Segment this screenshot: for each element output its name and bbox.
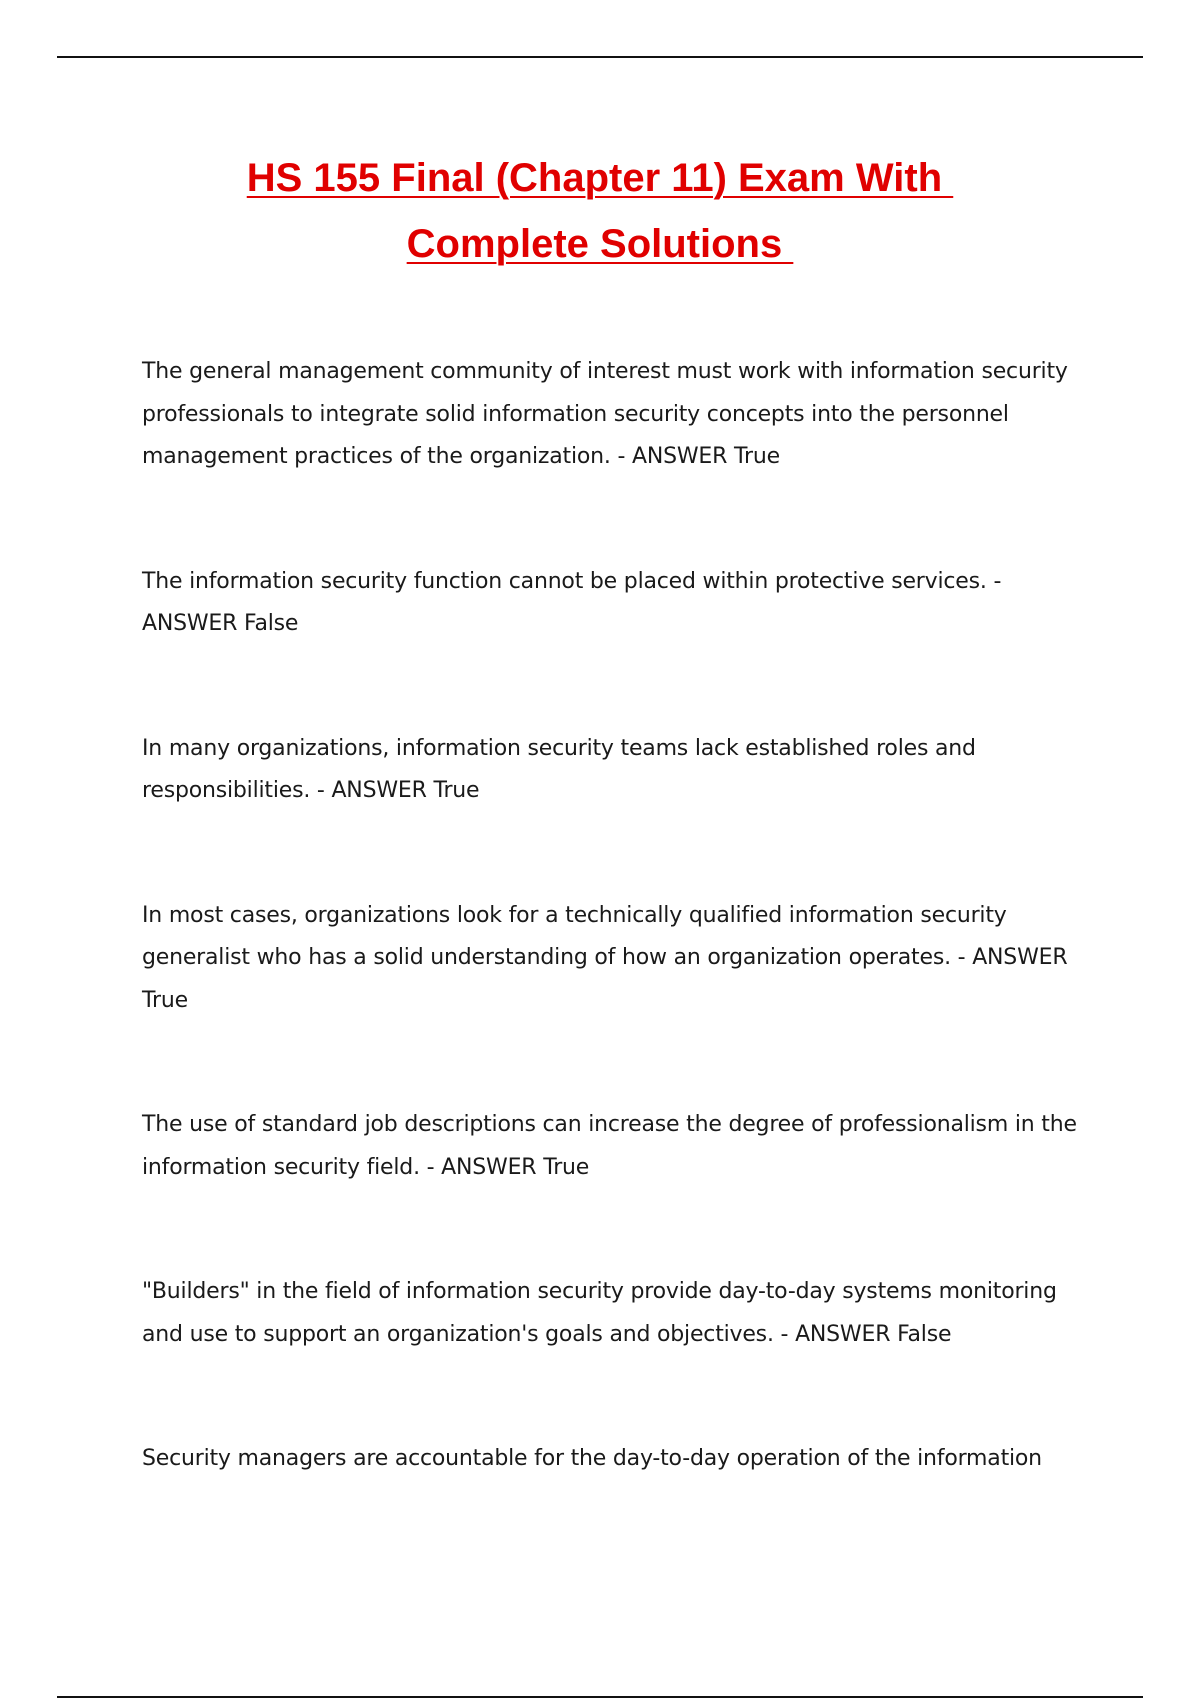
question-item: The use of standard job descriptions can increase the degree of professionalism in the information security field. - ANSWER True	[142, 1112, 1077, 1180]
question-item: "Builders" in the field of information security provide day-to-day systems monitoring and use to support an organization's goals and objectives. - ANSWER False	[142, 1279, 1057, 1347]
title-line-1: HS 155 Final (Chapter 11) Exam With	[246, 156, 954, 200]
page-bottom-rule	[57, 1696, 1143, 1698]
page-top-rule	[57, 56, 1143, 58]
question-item: In many organizations, information security teams lack established roles and responsibilities. - ANSWER True	[142, 735, 976, 803]
question-item: In most cases, organizations look for a technically qualified information security generalist who has a solid understanding of how an organization operates. - ANSWER True	[142, 902, 1068, 1013]
question-list	[142, 351, 1102, 1481]
question-item: The general management community of interest must work with information security professionals to integrate solid information security concepts into the personnel management practices of the organization. - ANSWER True	[142, 359, 1068, 469]
question-item: Security managers are accountable for the day-to-day operation of the information	[142, 1446, 1042, 1471]
question-item: The information security function cannot be placed within protective services. - ANSWER False	[142, 568, 1002, 636]
title-line-2: Complete Solutions	[406, 222, 794, 266]
document-title	[0, 145, 1200, 277]
